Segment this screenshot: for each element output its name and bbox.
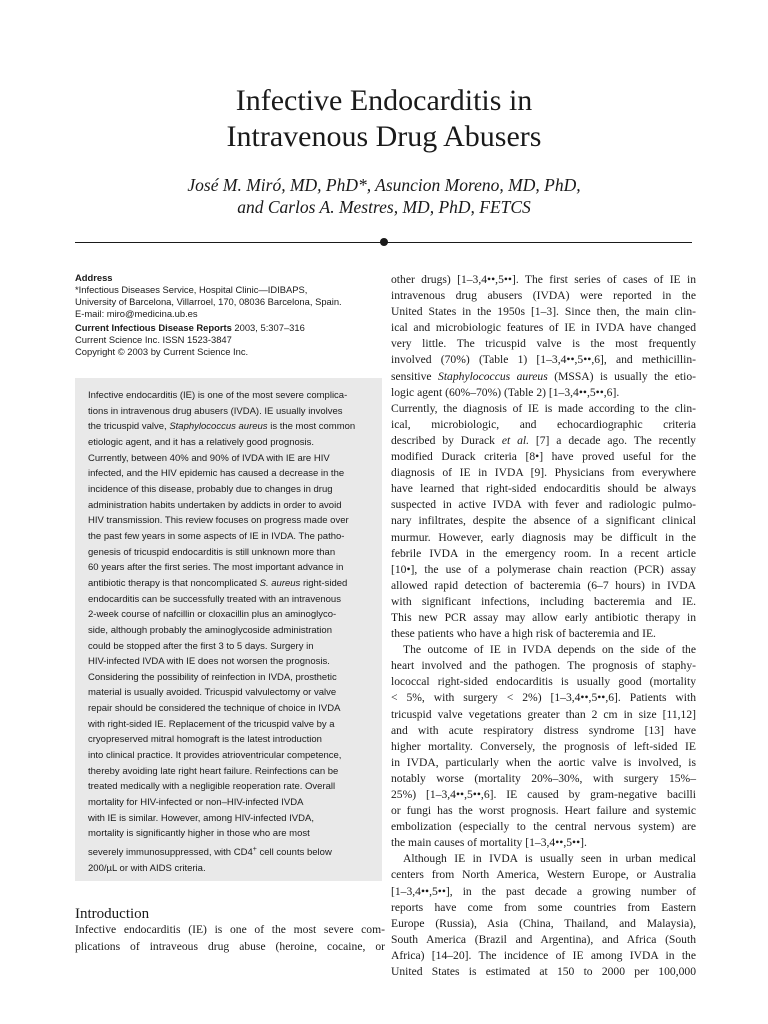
abstract-line: administration habits undertaken by addicts in order to avoid	[88, 499, 342, 511]
abstract-line: tions in intravenous drug abusers (IVDA). IE usually involves	[88, 405, 343, 417]
abstract-line: the past few years in some aspects of IE in IVDA. The patho-	[88, 530, 345, 542]
abstract-line: Currently, between 40% and 90% of IVDA with IE are HIV	[88, 452, 330, 464]
paragraph-line: 25%) [1–3,4••,5••,6]. IE caused by gram-negative bacilli	[391, 788, 696, 801]
abstract-line: mortality is significantly higher in those who are most	[88, 828, 310, 840]
abstract-line: the tricuspid valve, Staphylococcus aureus is the most common	[88, 421, 356, 433]
paragraph-line: South America (Brazil and Argentina), and Africa (South	[391, 932, 696, 946]
paragraph-line: murmur. However, early diagnosis may be difficult in the	[391, 530, 696, 544]
paragraph-line: or fungi has the worst prognosis. Heart failure and systemic	[391, 804, 696, 818]
abstract-line: Infective endocarditis (IE) is one of the most severe complica-	[88, 390, 348, 401]
divider-dot-icon	[380, 238, 388, 246]
title-line: Infective Endocarditis in	[235, 84, 533, 117]
paragraph-line: intravenous drug abusers (IVDA) were reported in the	[391, 289, 696, 303]
paragraph-line: the main causes of mortality [1–3,4••,5••].	[391, 836, 587, 850]
address-heading: Address	[75, 272, 113, 283]
copyright-line: Copyright © 2003 by Current Science Inc.	[75, 346, 249, 357]
body-column-right	[391, 272, 696, 980]
paragraph-line: febrile IVDA in the emergency room. In a recent article	[391, 546, 696, 560]
paragraph-line: very little. The tricuspid valve is the most frequently	[391, 337, 696, 351]
abstract-line: material is usually avoided. Tricuspid valvulectomy or valve	[88, 687, 337, 699]
publisher-line: Current Science Inc. ISSN 1523-3847	[75, 334, 232, 345]
paragraph-line: ical, microbiologic, and echocardiographic criteria	[391, 417, 696, 431]
paragraph-line: [1–3,4••,5••], in the past decade a growing number of	[391, 884, 696, 898]
abstract-line: HIV-infected IVDA with IE does not worsen the prognosis.	[88, 656, 330, 668]
paragraph-line: these patients who have a high risk of bacteremia and IE.	[391, 627, 656, 641]
paragraph-line: modified Durack criteria [8•] have proved useful for the	[391, 450, 696, 464]
address-block	[75, 272, 375, 358]
paragraph-line: lococcal right-sided endocarditis is usually good (mortality	[391, 675, 696, 689]
paragraph-line: other drugs) [1–3,4••,5••]. The first series of cases of IE in	[391, 273, 696, 286]
abstract-line: incidence of this disease, probably due to changes in drug	[88, 483, 333, 495]
paragraph-line: plications of intraveous drug abuse (heroine, cocaine, or	[75, 939, 385, 953]
author-list	[0, 174, 768, 218]
paragraph-line: reports have come from some countries from Eastern	[391, 900, 696, 914]
abstract-line: into clinical practice. It provides atrioventricular competence,	[88, 750, 342, 762]
paragraph-line: < 5%, with surgery < 2%) [1–3,4••,5••,6]. Patients with	[391, 691, 696, 705]
abstract-line: treated medically with a negligible reoperation rate. Overall	[88, 781, 336, 793]
paragraph-line: described by Durack et al. [7] a decade ago. The recently	[391, 433, 696, 447]
abstract-line: HIV transmission. This review focuses on progress made over	[88, 515, 349, 527]
paragraph-line: suspected in active IVDA with fever and radiologic pulmo-	[391, 498, 696, 512]
paragraph-line: Africa) [14–20]. The incidence of IE among IVDA in the	[391, 948, 696, 962]
paragraph-line: Europe (Russia), Asia (China, Thailand, and Malaysia),	[391, 916, 696, 930]
journal-citation	[75, 322, 375, 334]
address-email: E-mail: miro@medicina.ub.es	[75, 308, 198, 319]
paragraph-line: have learned that right-sided endocarditis should be always	[391, 482, 696, 496]
paragraph-line: Although IE in IVDA is usually seen in urban medical	[403, 852, 696, 866]
paragraph-line: Currently, the diagnosis of IE is made according to the clin-	[391, 401, 696, 415]
paragraph-line: diagnosis of IE in IVDA [9]. Physicians from everywhere	[391, 466, 696, 480]
abstract-line: with right-sided IE. Replacement of the tricuspid valve by a	[88, 718, 335, 730]
paragraph-line: tricuspid valve vegetations greater than 2 cm in size [11,12]	[391, 707, 696, 721]
author-line: José M. Miró, MD, PhD*, Asuncion Moreno, MD, PhD,	[187, 175, 581, 195]
abstract-line: 60 years after the first series. The most important advance in	[88, 562, 344, 574]
title-line: Intravenous Drug Abusers	[226, 120, 542, 153]
paragraph-line: United States is estimated at 150 to 2000 per 100,000	[391, 965, 696, 979]
paragraph-line: Infective endocarditis (IE) is one of the most severe com-	[75, 923, 385, 936]
abstract-line: antibiotic therapy is that noncomplicated S. aureus right-sided	[88, 577, 348, 589]
journal-name: Current Infectious Disease Reports	[75, 322, 232, 333]
paragraph-line: in IVDA, particularly when the aortic valve is involved, is	[391, 755, 696, 769]
abstract-line: repair should be considered the technique of choice in IVDA	[88, 703, 341, 715]
abstract-line: with IE is similar. However, among HIV-infected IVDA,	[88, 812, 314, 824]
paragraph-line: centers from North America, Western Europe, or Australia	[391, 868, 696, 882]
abstract-line: Considering the possibility of reinfection in IVDA, prosthetic	[88, 671, 337, 683]
paragraph-line: higher mortality. Conversely, the prognosis of left-sided IE	[391, 739, 696, 753]
paragraph-line: [10•], the use of a polymerase chain reaction (PCR) assay	[391, 562, 696, 576]
abstract-line: endocarditis can be successfully treated with an intravenous	[88, 593, 341, 605]
abstract-box	[75, 378, 382, 881]
abstract-line: severely immunosuppressed, with CD4+ cell counts below	[88, 846, 332, 859]
paragraph-line: and with acute respiratory distress syndrome [13] have	[391, 723, 696, 737]
introduction-text	[75, 922, 385, 955]
abstract-line: mortality for HIV-infected or non–HIV-infected IVDA	[88, 797, 304, 809]
paragraph-line: allowed rapid detection of bacteremia (6–7 hours) in IVDA	[391, 578, 696, 592]
abstract-line: 2-week course of nafcillin or cloxacillin plus an aminoglyco-	[88, 609, 337, 621]
section-heading-introduction: Introduction	[75, 906, 150, 922]
abstract-line: cryopreserved mitral homograft is the latest introduction	[88, 734, 322, 746]
paragraph-line: nary infiltrates, despite the absence of a significant clinical	[391, 514, 696, 528]
abstract-line: etiologic agent, and it has a relatively good prognosis.	[88, 436, 315, 448]
abstract-line: infected, and the HIV epidemic has caused a decrease in the	[88, 468, 345, 480]
abstract-line: thereby avoiding late right heart failure. Reinfections can be	[88, 765, 339, 777]
address-line: *Infectious Diseases Service, Hospital Clinic—IDIBAPS,	[75, 284, 308, 295]
abstract-line: genesis of tricuspid endocarditis is still unknown more than	[88, 546, 336, 558]
address-line: University of Barcelona, Villarroel, 170, 08036 Barcelona, Spain.	[75, 296, 342, 307]
journal-volume: 2003, 5:307–316	[231, 322, 305, 333]
abstract-line: 200/µL or with AIDS criteria.	[88, 862, 206, 874]
paragraph-line: logic agent (60%–70%) (Table 2) [1–3,4••,5••,6].	[391, 385, 620, 399]
paragraph-line: ical and microbiologic features of IE in IVDA have changed	[391, 321, 696, 335]
paragraph-line: with significant infections, including bacteremia and IE.	[391, 594, 696, 608]
paragraph-line: United States in the 1950s [1–3]. Since then, the main clin-	[391, 305, 696, 319]
paragraph-line: This new PCR assay may allow early antibiotic therapy in	[391, 610, 696, 624]
abstract-line: side, although probably the aminoglycoside administration	[88, 624, 332, 636]
paragraph-line: embolization (especially to the central nervous system) are	[391, 820, 696, 834]
article-title	[0, 83, 768, 155]
author-line: and Carlos A. Mestres, MD, PhD, FETCS	[237, 197, 531, 217]
abstract-line: could be stopped after the first 3 to 5 days. Surgery in	[88, 640, 314, 652]
paragraph-line: involved (70%) (Table 1) [1–3,4••,5••,6], and methicillin-	[391, 353, 696, 367]
paragraph-line: heart involved and the pathogen. The prognosis of staphy-	[391, 659, 696, 673]
paragraph-line: The outcome of IE in IVDA depends on the side of the	[403, 643, 696, 657]
paragraph-line: notably worse (mortality 20%–30%, with surgery 15%–	[391, 771, 696, 785]
paragraph-line: sensitive Staphylococcus aureus (MSSA) is usually the etio-	[391, 369, 696, 383]
